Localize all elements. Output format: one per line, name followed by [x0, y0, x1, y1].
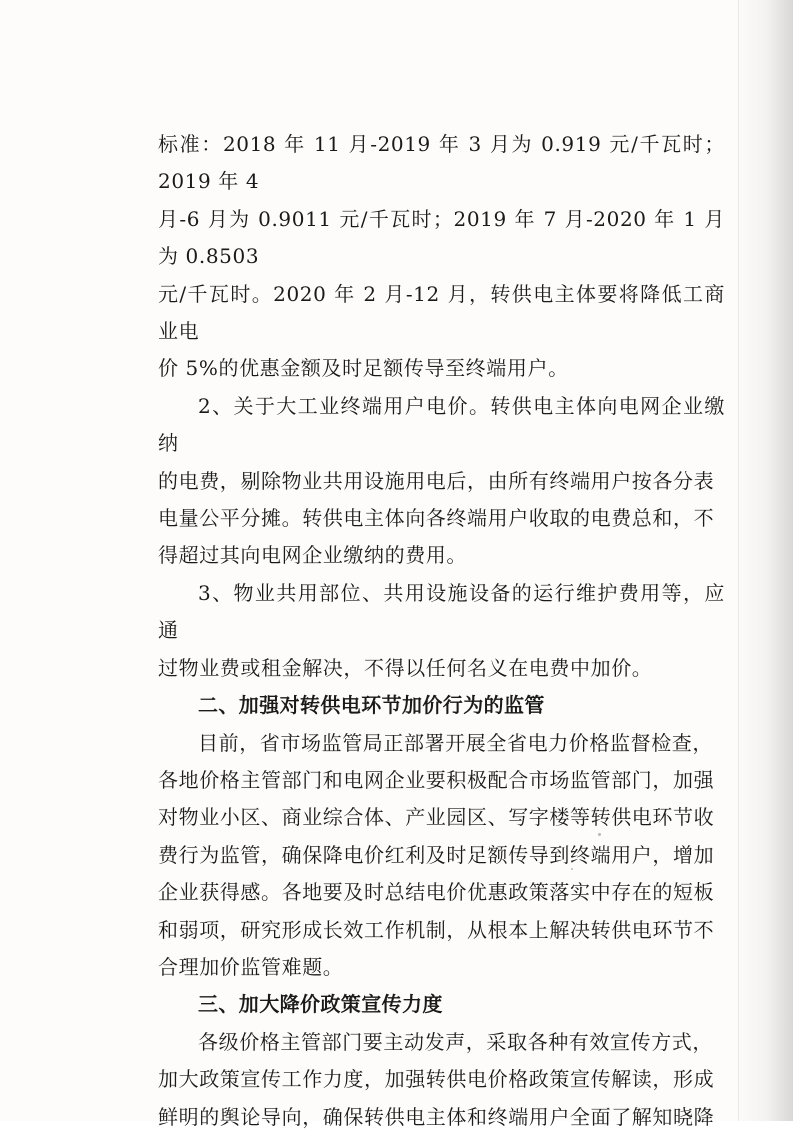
- section-heading-publicity: 三、加大降价政策宣传力度: [198, 992, 443, 1017]
- paragraph-item-2: 2、关于大工业终端用户电价。转供电主体向电网企业缴纳 的电费，剔除物业共用设施用电后，由所有终端用户按各分表 电量公平分摊。转供电主体向各终端用户收取的电费总和，不 得超过其向电网企业缴纳的费用。: [158, 393, 725, 568]
- document-body: [158, 126, 725, 1136]
- paragraph-supervision: 目前，省市场监管局正部署开展全省电力价格监督检查， 各地价格主管部门和电网企业要积极配合市场监管部门，加强 对物业小区、商业综合体、产业园区、写字楼等转供电环节收 费行为监管，确保降电价红利及时足额传导到终端用户，增加 企业获得感。各地要及时总结电价优惠政策落实中存在的短板 和弱项，研究形成长效工作机制，从根本上解决转供电环节不 合理加价监管难题。: [158, 730, 715, 979]
- scan-edge-shadow: [735, 0, 793, 1121]
- paragraph-standard-prices: 标准：2018 年 11 月-2019 年 3 月为 0.919 元/千瓦时；2019 年 4 月-6 月为 0.9011 元/千瓦时；2019 年 7 月-2020 年 1 月为 0.8503 元/千瓦时。2020 年 2 月-12 月，转供电主体要将降低工商业电 价 5%的优惠金额及时足额传导至终端用户。: [158, 132, 725, 381]
- section-heading-supervision: 二、加强对转供电环节加价行为的监管: [198, 693, 545, 718]
- paragraph-publicity: 各级价格主管部门要主动发声，采取各种有效宣传方式， 加大政策宣传工作力度，加强转供电价格政策宣传解读，形成 鲜明的舆论导向，确保转供电主体和终端用户全面了解知晓降: [158, 1029, 715, 1129]
- paragraph-item-3: 3、物业共用部位、共用设施设备的运行维护费用等，应通 过物业费或租金解决，不得以任何名义在电费中加价。: [158, 580, 725, 680]
- scan-edge-line: [738, 0, 739, 1121]
